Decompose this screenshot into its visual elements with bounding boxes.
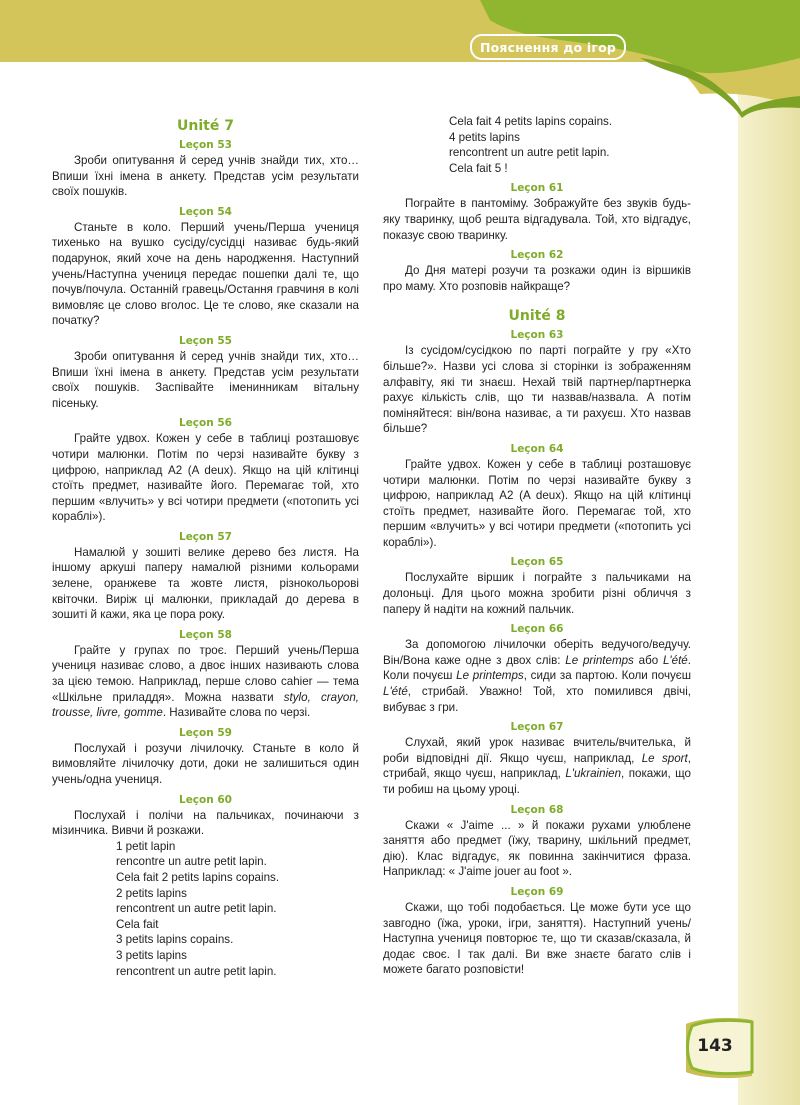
lesson-56-text: Грайте удвох. Кожен у себе в таблиці розташовує чотири малюнки. Потім по черзі називайте букву з цифрою, наприклад А2 (A deux). Якщо на цій клітинці стоїть предмет, називайте його. Перемагає той, хто першим «влучить» у всі чотири предмети («потопить усі кораблі»).: [52, 432, 359, 524]
lesson-66-text-e: , стрибай. Уважно! Той, хто помилився двічі, вибуває з гри.: [383, 685, 691, 714]
lesson-68-text: Скажи « J'aime ... » й покажи рухами улюблене заняття або предмет (їжу, тварину, шкільний предмет, дію). Клас відгадує, як повинна закінчитися фраза. Наприклад: « J'aime jouer au foot ».: [383, 818, 691, 879]
lesson-55-title: Leçon 55: [179, 334, 232, 347]
lesson-69-title: Leçon 69: [510, 885, 564, 898]
lesson-67-text-c: , покажи, що ти робиш на цьому уроці.: [383, 767, 691, 796]
poem-line: Cela fait 2 petits lapins copains.: [116, 870, 280, 884]
poem-line: 1 petit lapin: [116, 839, 176, 853]
lesson-66-text-d: , сиди за партою. Коли почуєш: [523, 669, 692, 683]
lesson-66-text: [383, 637, 691, 715]
lesson-69-text: Скажи, що тобі подобається. Це може бути усе що завгодно (їжа, уроки, ігри, заняття). Наступний учень/Наступна учениця повторює те, що ти сказав/сказала, й додає своє. І так далі. Ви вже знаєте багато слів і можете багато розповісти!: [383, 900, 691, 977]
lesson-54-text: Станьте в коло. Перший учень/Перша учениця тихенько на вушко сусіду/сусідці називає будь-який подарунок, який хоче на день народження. Наступний учень/Наступна учениця передає пошепки далі те, що почув/почула. Останній гравець/Остання гравчиня в колі вимовляє це слово вголос. Це те слово, яке сказали на початку?: [52, 220, 359, 328]
poem-line: 3 petits lapins copains.: [116, 933, 234, 947]
poem-line: Cela fait 5 !: [449, 161, 508, 175]
unit-heading-7: Unité 7: [177, 118, 234, 134]
lesson-64-text: Грайте удвох. Кожен у себе в таблиці розташовує чотири малюнки. Потім по черзі називайте букву з цифрою, наприклад А2 (A deux). Якщо на цій клітинці стоїть предмет, називайте його. Перемагає той, хто першим «влучить» у всі чотири предмети («потопить усі кораблі»).: [383, 457, 691, 549]
lesson-62-text: До Дня матері розучи та розкажи один із віршиків про маму. Хто розповів найкраще?: [383, 264, 691, 293]
unit-heading-8: Unité 8: [508, 308, 566, 325]
lesson-57-title: Leçon 57: [179, 530, 232, 543]
poem-line: rencontrent un autre petit lapin.: [449, 146, 610, 160]
poem-line: 2 petits lapins: [116, 886, 187, 900]
lesson-63-title: Leçon 63: [510, 329, 564, 342]
lesson-60-title: Leçon 60: [179, 793, 232, 806]
lesson-62-title: Leçon 62: [510, 249, 564, 262]
lesson-56-title: Leçon 56: [179, 417, 232, 430]
lesson-59-text: Послухай і розучи лічилочку. Станьте в коло й вимовляйте лічилочку доти, доки не залишиться один учень/одна учениця.: [52, 741, 359, 786]
lesson-65-text: Послухайте віршик і пограйте з пальчиками на долоньці. Для цього можна зробити різні обличчя з паперу й надіти на кожний пальчик.: [383, 571, 691, 616]
lesson-58-title: Leçon 58: [179, 628, 232, 641]
lesson-58-words: stylo, crayon, trousse, livre, gomme: [52, 690, 359, 720]
lesson-66-text-b: або: [633, 653, 663, 667]
lesson-59-title: Leçon 59: [179, 726, 232, 739]
poem-line: 3 petits lapins: [116, 948, 187, 962]
lesson-67-title: Leçon 67: [510, 721, 564, 734]
lesson-66-word-2: L'été: [662, 653, 688, 667]
side-band: [738, 0, 800, 1105]
right-column: [383, 114, 691, 978]
lesson-53-title: Leçon 53: [179, 139, 232, 151]
lesson-66-word-4: L'été: [383, 685, 408, 699]
lesson-67-text-a: Слухай, який урок називає вчитель/вчителька, й роби відповідні дії. Якщо чуєш, наприклад,: [383, 736, 691, 765]
lesson-60-text: Послухай і полічи на пальчиках, починаючи з мізинчика. Вивчи й розкажи.: [52, 808, 359, 838]
lesson-61-title: Leçon 61: [510, 182, 564, 195]
lesson-68-title: Leçon 68: [510, 803, 564, 816]
poem-line: rencontre un autre petit lapin.: [116, 855, 267, 869]
page-number: 143: [697, 1036, 733, 1056]
lesson-66-word-1: Le printemps: [565, 653, 634, 667]
poem-line: 4 petits lapins: [449, 130, 520, 144]
poem-line: rencontrent un autre petit lapin.: [116, 964, 277, 978]
lesson-66-title: Leçon 66: [510, 623, 564, 636]
lesson-60-poem-continued: [383, 114, 691, 176]
lesson-66-text-c: . Коли почуєш: [383, 653, 691, 683]
lesson-64-title: Leçon 64: [510, 442, 564, 455]
lesson-67-word-1: Le sport: [641, 751, 688, 765]
lesson-66-text-a: За допомогою лічилочки оберіть ведучого/ведучу. Він/Вона каже одне з двох слів:: [383, 638, 691, 667]
lesson-61-text: Пограйте в пантоміму. Зображуйте без звуків будь-яку тваринку, щоб решта відгадувала. Той, хто відгадує, показує свою тваринку.: [383, 197, 691, 242]
lesson-67-word-2: L'ukrainien: [565, 767, 622, 781]
poem-line: Cela fait: [116, 917, 159, 931]
poem-line: rencontrent un autre petit lapin.: [116, 902, 277, 916]
lesson-54-title: Leçon 54: [179, 205, 232, 218]
lesson-53-text: Зроби опитування й серед учнів знайди тих, хто… Впиши їхні імена в анкету. Представ усім результати своїх пошуків.: [52, 154, 359, 199]
lesson-58-text: [52, 643, 359, 721]
section-label: Пояснення до ігор: [470, 34, 626, 60]
left-column: [52, 114, 359, 979]
poem-line: Cela fait 4 petits lapins copains.: [449, 115, 613, 128]
lesson-58-text-part2: . Називайте слова по черзі.: [162, 706, 311, 720]
lesson-67-text: [383, 735, 691, 797]
lesson-66-word-3: Le printemps: [456, 669, 524, 683]
lesson-57-text: Намалюй у зошиті велике дерево без листя. На іншому аркуші паперу намалюй різними кольорами зелене, оранжеве та жовте листя, різнокольорові квіточки. Виріж ці малюнки, прикладай до дерева в зошиті й кажи, яка це пора року.: [52, 545, 359, 622]
lesson-63-text: Із сусідом/сусідкою по парті пограйте у гру «Хто більше?». Назви усі слова зі сторінки із зображенням алфавіту, які ти знаєш. Нехай твій партнер/партнерка рахує кількість слів, що ти назвав/назвала. А потім поміняйтеся: він/вона називає, а ти рахуєш. Хто назвав більше?: [383, 344, 691, 436]
lesson-67-text-b: , стрибай, якщо чуєш, наприклад,: [383, 751, 691, 781]
lesson-55-text: Зроби опитування й серед учнів знайди тих, хто… Впиши їхні імена в анкету. Представ усім результати своїх пошуків. Заспівайте іменинникам вітальну пісеньку.: [52, 349, 359, 410]
lesson-65-title: Leçon 65: [510, 556, 564, 569]
lesson-60-poem: [52, 839, 359, 979]
lesson-58-text-part1: Грайте у групах по троє. Перший учень/Перша учениця називає слово, а двоє інших називають слова за цією темою. Наприклад, перше слово cahier — тема «Шкільне приладдя». Можна назвати: [52, 643, 359, 704]
